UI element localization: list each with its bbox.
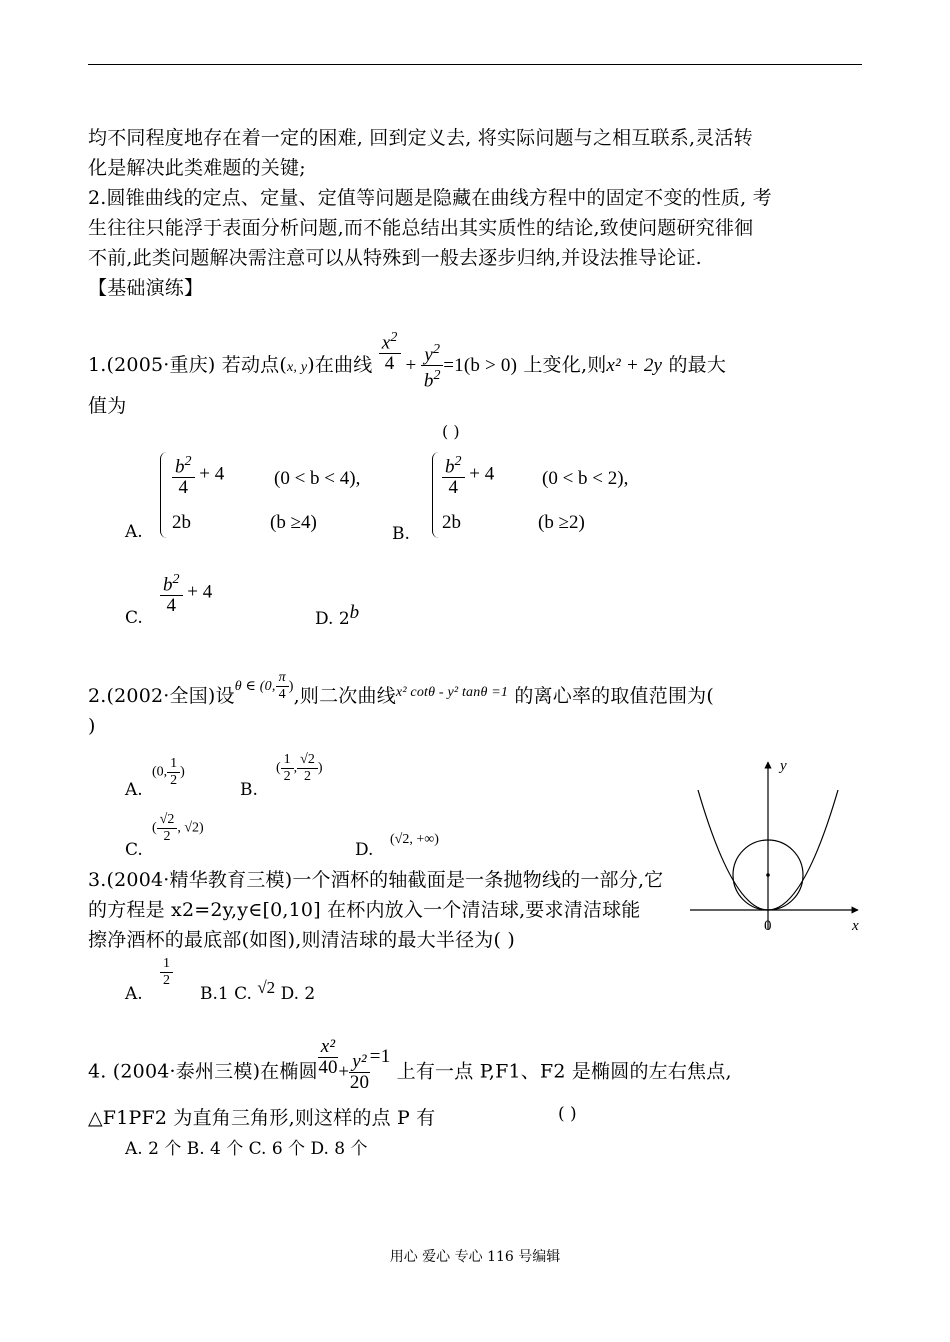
q1-line-2: 值为 bbox=[88, 395, 127, 417]
header-rule bbox=[88, 64, 862, 65]
ball-center bbox=[766, 873, 770, 877]
q1-opt-a-brace bbox=[160, 452, 167, 538]
q4-line-2: △F1PF2 为直角三角形,则这样的点 P 有 bbox=[88, 1107, 436, 1129]
q2-opt-d-label: D. bbox=[355, 840, 374, 860]
q1-expr: x² + 2y bbox=[606, 354, 663, 376]
q2-opt-d-value: (√2, +∞) bbox=[390, 832, 439, 847]
q2-line-2: ) bbox=[88, 715, 96, 737]
q1-opt-a-label: A. bbox=[125, 522, 143, 542]
intro-line-2: 化是解决此类难题的关键; bbox=[88, 157, 306, 179]
q1-opt-d: D. 2b bbox=[315, 602, 360, 629]
q1-opt-a-cond1: (0 < b < 4), bbox=[274, 468, 361, 489]
q3-opt-a-label: A. bbox=[125, 984, 143, 1004]
q4-line-1: 4. (2004·泰州三模)在椭圆 $\frac{\text{x²}}{40}$ + $\frac{\text{y²}}{20}$ =1 上有一点 P,F1、F2 是椭圆的左右焦点, bbox=[88, 1036, 732, 1093]
intro-line-1: 均不同程度地存在着一定的困难, 回到定义去, 将实际问题与之相互联系,灵活转 bbox=[88, 127, 753, 149]
intro-line-5: 不前,此类问题解决需注意可以从特殊到一般去逐步归纳,并设法推导论证. bbox=[88, 247, 702, 269]
section-heading: 【基础演练】 bbox=[88, 277, 204, 299]
intro-line-3: 2.圆锥曲线的定点、定量、定值等问题是隐藏在曲线方程中的固定不变的性质, 考 bbox=[88, 187, 772, 209]
q2-opt-c-value: ( $\frac{√2}{2}$ , √2) bbox=[152, 812, 204, 844]
page-footer: 用心 爱心 专心 116 号编辑 bbox=[389, 1249, 561, 1265]
q1-opt-b-brace bbox=[432, 452, 439, 538]
q4-blank: ( ) bbox=[558, 1104, 577, 1124]
q1-opt-c-label: C. bbox=[125, 608, 143, 628]
x-axis-label: x bbox=[852, 918, 859, 934]
parabola-figure bbox=[690, 750, 870, 940]
q2-theta-range: θ ∈ (0, π 4 ) bbox=[234, 670, 294, 703]
q2-opt-c-label: C. bbox=[125, 840, 143, 860]
origin-label: 0 bbox=[764, 918, 772, 934]
q1-frac-x: $\frac{x^2}{4}$ bbox=[379, 328, 401, 374]
q3-line-3: 擦净酒杯的最底部(如图),则清洁球的最大半径为( ) bbox=[88, 929, 515, 951]
q1-opt-b-label: B. bbox=[392, 524, 410, 544]
q1-frac-y: $\frac{y^2}{b^2}$ bbox=[421, 340, 443, 392]
q1-point: x, y bbox=[287, 359, 308, 375]
q1-opt-b-cond1: (0 < b < 2), bbox=[542, 468, 629, 489]
q3-line-2: 的方程是 x2=2y,y∈[0,10] 在杯内放入一个清洁球,要求清洁球能 bbox=[88, 899, 641, 921]
q1-blank: ( ) bbox=[442, 422, 460, 441]
q2-opt-a-value: (0, $\frac{1}{2}$ ) bbox=[152, 756, 185, 788]
q1-curve-rest: =1(b > 0) bbox=[443, 354, 518, 376]
q1-opt-b-cond2: (b ≥2) bbox=[538, 512, 585, 533]
intro-line-4: 生往往只能浮于表面分析问题,而不能总结出其实质性的结论,致使问题研究徘徊 bbox=[88, 217, 754, 239]
q1-opt-a-bottom: 2b bbox=[172, 512, 191, 533]
q3-opt-rest: B.1 C. √2 D. 2 bbox=[200, 978, 316, 1004]
q1-line-1: 1.(2005·重庆) 若动点(x, y)在曲线 $\frac{x^2}{4}$ + $\frac{y^2}{b^2}$ =1(b > 0) 上变化,则x² + 2y 的最大 bbox=[88, 329, 727, 392]
q1-opt-b-bottom: 2b bbox=[442, 512, 461, 533]
q2-opt-b-label: B. bbox=[240, 780, 258, 800]
q1-opt-a-top: $\frac{b^2}{4}$ + 4 bbox=[172, 452, 224, 498]
q2-opt-a-label: A. bbox=[125, 780, 143, 800]
y-axis-label: y bbox=[780, 758, 787, 774]
q1-opt-b-top: $\frac{b^2}{4}$ + 4 bbox=[442, 452, 494, 498]
q2-line-1: 2.(2002·全国)设$^{\theta \in (0, \frac{\pi}{4} )}$,则二次曲线$^{x^2 cot\theta - y^2 tan\theta =1}$ 的离心率的取值范围为( bbox=[88, 670, 714, 707]
q3-line-1: 3.(2004·精华教育三模)一个酒杯的轴截面是一条抛物线的一部分,它 bbox=[88, 869, 664, 891]
q2-opt-b-value: ( $\frac{1}{2}$ , $\frac{√2}{2}$ ) bbox=[276, 752, 323, 784]
q2-curve: x² cotθ - y² tanθ =1 bbox=[395, 685, 509, 700]
q1-opt-a-cond2: (b ≥4) bbox=[270, 512, 317, 533]
q4-options: A. 2 个 B. 4 个 C. 6 个 D. 8 个 bbox=[125, 1139, 368, 1159]
q1-opt-c-value: $\frac{b^2}{4}$ + 4 bbox=[160, 570, 212, 616]
q3-opt-a-value: $\frac{1}{2}$ bbox=[160, 956, 173, 989]
